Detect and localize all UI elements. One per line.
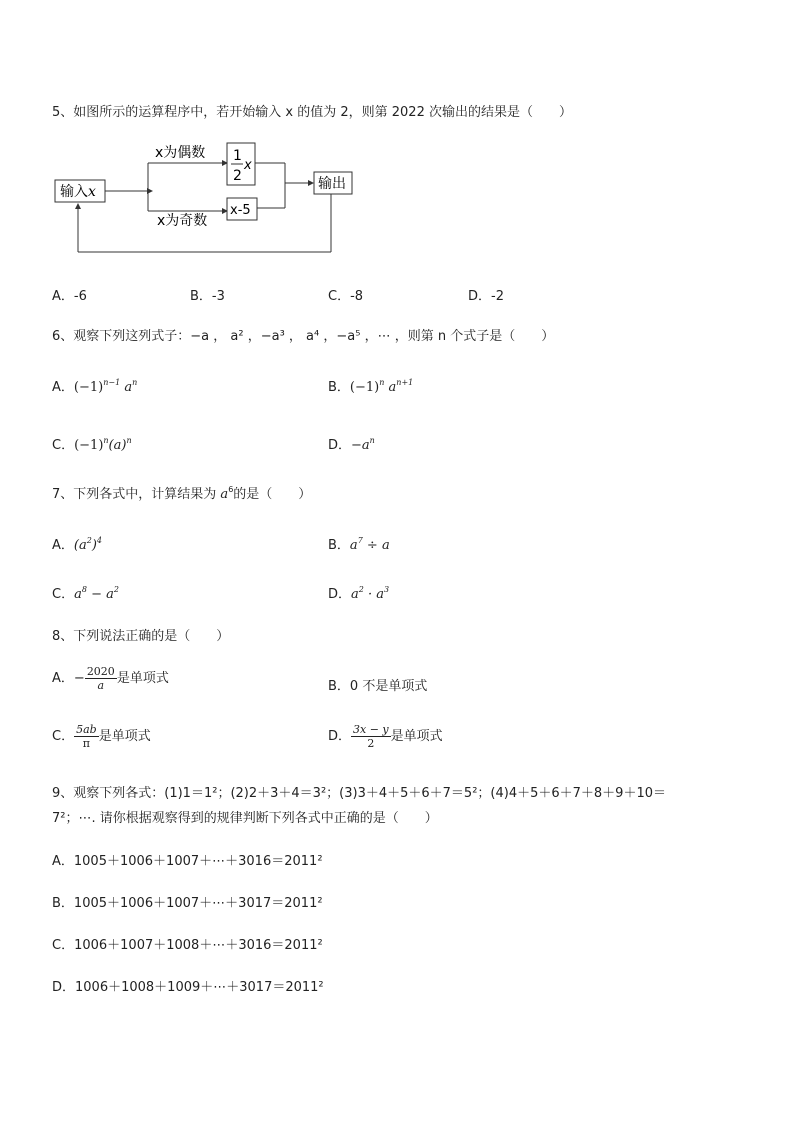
q7-option-b[interactable]: B．$a^7 \div a$ <box>328 536 390 553</box>
q7-option-d[interactable]: D．$a^2 \cdot a^3$ <box>328 585 390 602</box>
even-label: x为偶数 <box>155 145 206 161</box>
q6-option-b[interactable]: B．$(-1)^n$ $a^{n+1}$ <box>328 378 414 395</box>
q5-option-c[interactable]: C．-8 <box>328 289 364 304</box>
q8-option-a[interactable]: A．− $\frac{2020}{a}$ 是单项式 <box>52 665 169 692</box>
q9-stem-line2: 7²；⋯. 请你根据观察得到的规律判断下列各式中正确的是（ ） <box>52 811 438 826</box>
q8-option-c[interactable]: C． $\frac{5ab}{\pi}$ 是单项式 <box>52 723 151 750</box>
q6-sequence: −a ， a² ，−a³ ， a⁴ ，−a⁵ ，⋯ ，则第 n 个式子是（ ） <box>190 329 555 344</box>
svg-text:x: x <box>244 158 252 173</box>
q6-option-d[interactable]: D．$-a^n$ <box>328 436 375 453</box>
q9-option-b[interactable]: B．1005＋1006＋1007＋⋯＋3017＝2011² <box>52 896 323 911</box>
q5-option-d[interactable]: D．-2 <box>468 289 504 304</box>
q8-option-d[interactable]: D． $\frac{3x - y}{2}$ 是单项式 <box>328 723 443 750</box>
q7-option-c[interactable]: C．$a^8 - a^2$ <box>52 585 119 602</box>
q9-option-a[interactable]: A．1005＋1006＋1007＋⋯＋3016＝2011² <box>52 854 323 869</box>
q7-stem: 7、下列各式中，计算结果为 $a^6$的是（ ） <box>52 485 312 502</box>
q5-flowchart <box>50 135 370 260</box>
q8-stem: 8、下列说法正确的是（ ） <box>52 629 230 644</box>
q5-option-b[interactable]: B．-3 <box>190 289 225 304</box>
q5-option-a[interactable]: A．-6 <box>52 289 87 304</box>
svg-text:x-5: x-5 <box>230 203 251 218</box>
input-label: 输入x <box>60 184 96 200</box>
svg-text:2: 2 <box>233 168 242 184</box>
q6-stem: 6、观察下列这列式子：−a ， a² ，−a³ ， a⁴ ，−a⁵ ，⋯ ，则第 n 个式子是（ ） <box>52 329 555 344</box>
q7-option-a[interactable]: A．$(a^2)^4$ <box>52 536 102 553</box>
q6-option-c[interactable]: C．$(-1)^n(a)^n$ <box>52 436 132 453</box>
q6-option-a[interactable]: A．$(-1)^{n-1}$ $a^n$ <box>52 378 138 395</box>
q9-stem-line1: 9、观察下列各式：(1)1＝1²；(2)2＋3＋4＝3²；(3)3＋4＋5＋6＋7＝5²；(4)4＋5＋6＋7＋8＋9＋10＝ <box>52 786 666 801</box>
odd-label: x为奇数 <box>157 213 208 229</box>
output-label: 输出 <box>318 176 346 192</box>
arrow-head <box>308 180 314 186</box>
arrow-head <box>75 203 81 209</box>
q9-option-c[interactable]: C．1006＋1007＋1008＋⋯＋3016＝2011² <box>52 938 323 953</box>
q5-stem: 5、如图所示的运算程序中，若开始输入 x 的值为 2，则第 2022 次输出的结果是（ ） <box>52 105 572 120</box>
q8-option-b[interactable]: B．0 不是单项式 <box>328 679 428 694</box>
q9-option-d[interactable]: D．1006＋1008＋1009＋⋯＋3017＝2011² <box>52 980 324 995</box>
svg-text:1: 1 <box>233 148 242 164</box>
